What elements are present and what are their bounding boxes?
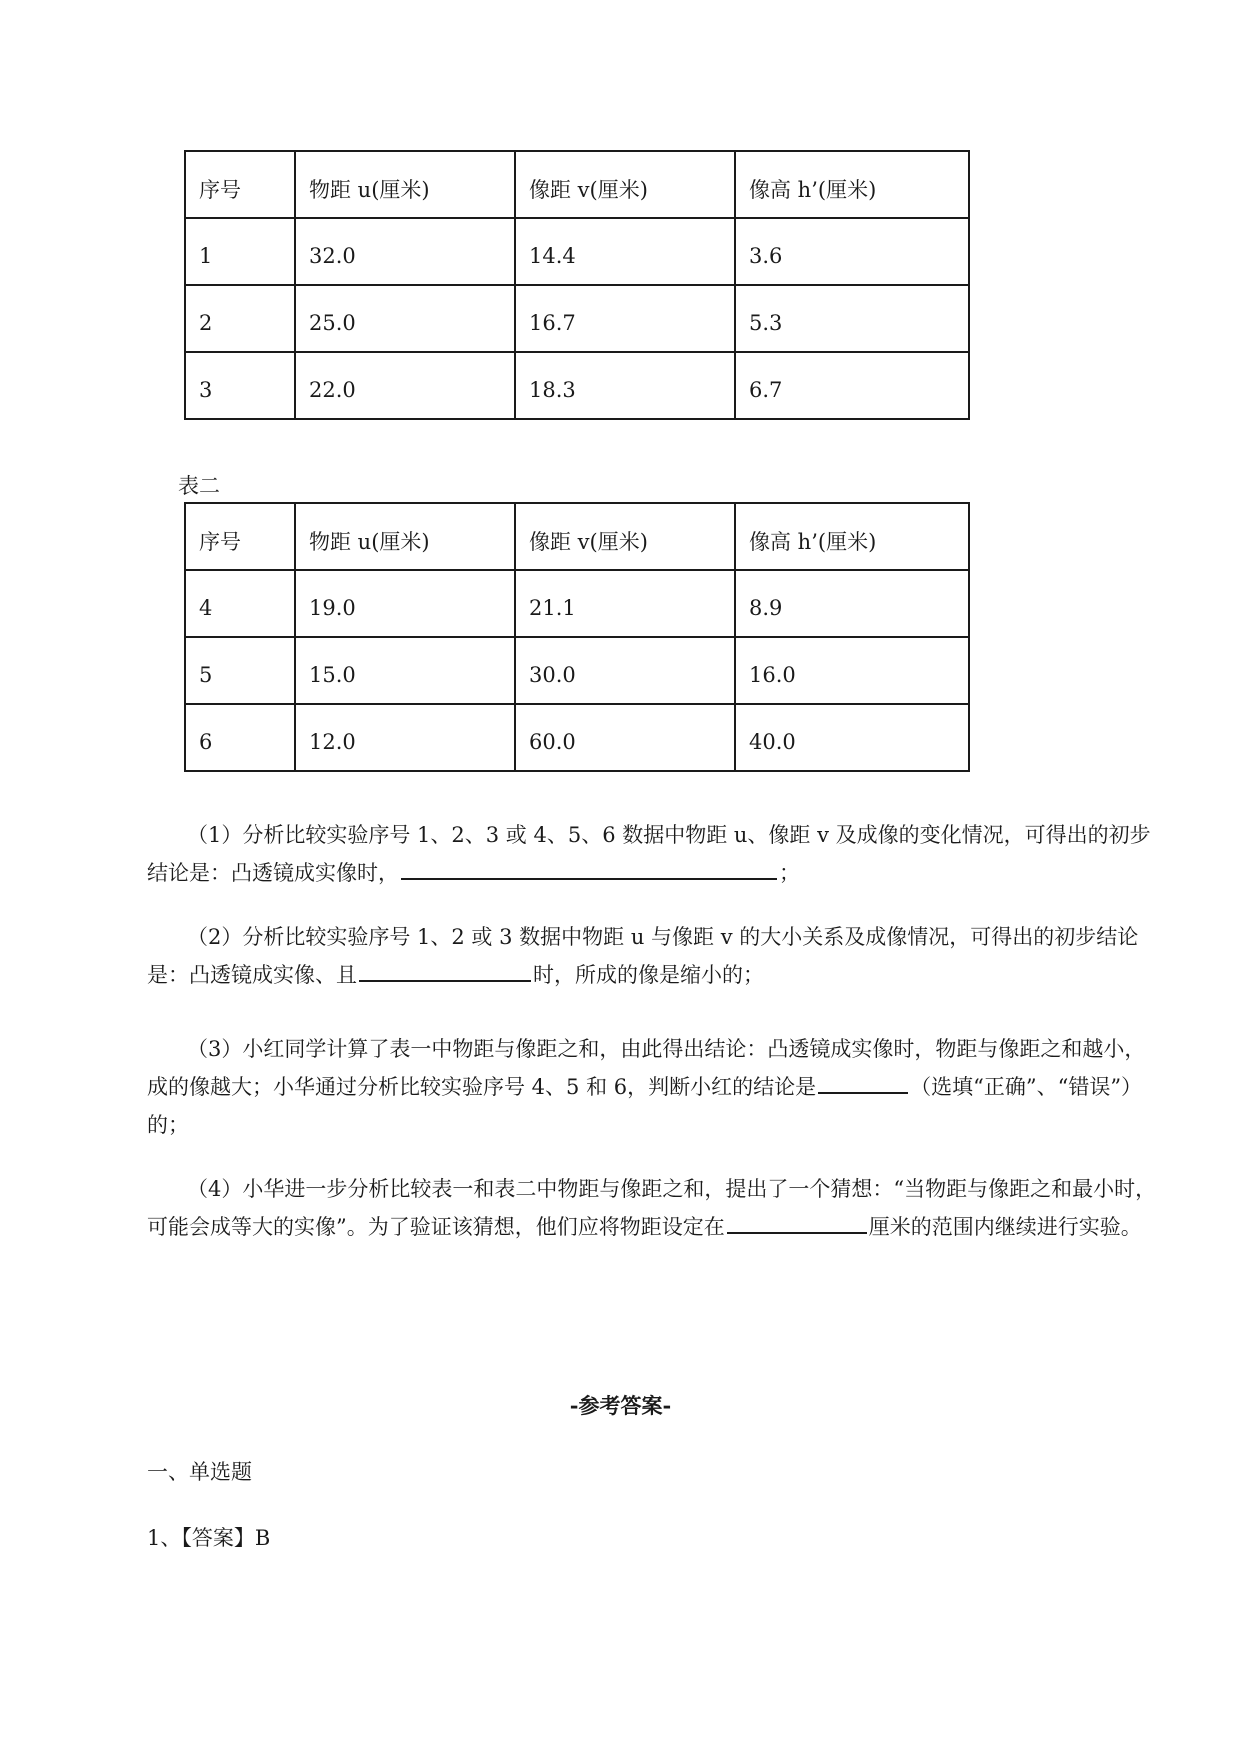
table-row: [185, 218, 969, 285]
question-1-tail: ；: [779, 861, 800, 885]
table-cell: 12.0: [295, 704, 515, 771]
data-table-2: [184, 502, 970, 772]
data-table-1: [184, 150, 970, 420]
table-header-cell: 像距 v(厘米): [515, 151, 735, 218]
answer-item-1: 1、【答案】B: [147, 1526, 271, 1550]
question-4-text: （4）小华进一步分析比较表一和表二中物距与像距之和，提出了一个猜想：“当物距与像距之和最小时，可能会成等大的实像”。为了验证该猜想，他们应将物距设定在: [147, 1177, 1157, 1239]
table-cell: 4: [185, 570, 295, 637]
table-header-cell: 像高 h’(厘米): [735, 151, 969, 218]
table-cell: 3: [185, 352, 295, 419]
table-header-row: [185, 151, 969, 218]
section-heading: 一、单选题: [147, 1460, 252, 1484]
table-cell: 1: [185, 218, 295, 285]
table-cell: 21.1: [515, 570, 735, 637]
table-cell: 22.0: [295, 352, 515, 419]
question-3-text: （3）小红同学计算了表一中物距与像距之和，由此得出结论：凸透镜成实像时，物距与像距之和越小，成的像越大；小华通过分析比较实验序号 4、5 和 6，判断小红的结论是: [147, 1037, 1146, 1099]
table-cell: 5: [185, 637, 295, 704]
question-4: [147, 1170, 1159, 1246]
table-row: [185, 704, 969, 771]
table-1-body: [185, 151, 969, 419]
answer-blank-3[interactable]: [818, 1068, 908, 1094]
table-2-caption: 表二: [178, 474, 220, 498]
answer-blank-4[interactable]: [727, 1208, 867, 1234]
question-1-text: （1）分析比较实验序号 1、2、3 或 4、5、6 数据中物距 u、像距 v 及成像的变化情况，可得出的初步结论是：凸透镜成实像时，: [147, 823, 1151, 885]
table-cell: 60.0: [515, 704, 735, 771]
table-cell: 16.7: [515, 285, 735, 352]
table-cell: 32.0: [295, 218, 515, 285]
table-row: [185, 352, 969, 419]
table-header-cell: 物距 u(厘米): [295, 503, 515, 570]
table-cell: 25.0: [295, 285, 515, 352]
table-cell: 40.0: [735, 704, 969, 771]
table-cell: 6: [185, 704, 295, 771]
answer-blank-2[interactable]: [359, 956, 531, 982]
table-row: [185, 285, 969, 352]
table-header-cell: 物距 u(厘米): [295, 151, 515, 218]
table-header-cell: 序号: [185, 503, 295, 570]
table-cell: 14.4: [515, 218, 735, 285]
question-2: [147, 918, 1159, 994]
table-cell: 19.0: [295, 570, 515, 637]
table-cell: 2: [185, 285, 295, 352]
table-header-cell: 序号: [185, 151, 295, 218]
table-cell: 18.3: [515, 352, 735, 419]
table-header-row: [185, 503, 969, 570]
table-header-cell: 像距 v(厘米): [515, 503, 735, 570]
table-cell: 16.0: [735, 637, 969, 704]
table-2-body: [185, 503, 969, 771]
table-row: [185, 570, 969, 637]
question-2-text: （2）分析比较实验序号 1、2 或 3 数据中物距 u 与像距 v 的大小关系及成像情况，可得出的初步结论是：凸透镜成实像、且: [147, 925, 1139, 987]
answer-section-title: -参考答案-: [569, 1393, 672, 1418]
question-3: [147, 1030, 1159, 1144]
table-cell: 5.3: [735, 285, 969, 352]
table-cell: 8.9: [735, 570, 969, 637]
question-3-tail: （选填“正确”、“错误”）的；: [147, 1075, 1143, 1137]
table-cell: 3.6: [735, 218, 969, 285]
table-row: [185, 637, 969, 704]
table-cell: 30.0: [515, 637, 735, 704]
question-4-tail: 厘米的范围内继续进行实验。: [868, 1215, 1142, 1239]
question-2-tail: 时，所成的像是缩小的；: [533, 963, 764, 987]
answer-blank-1[interactable]: [401, 854, 777, 880]
table-cell: 6.7: [735, 352, 969, 419]
table-cell: 15.0: [295, 637, 515, 704]
question-1: [147, 816, 1159, 892]
table-header-cell: 像高 h’(厘米): [735, 503, 969, 570]
